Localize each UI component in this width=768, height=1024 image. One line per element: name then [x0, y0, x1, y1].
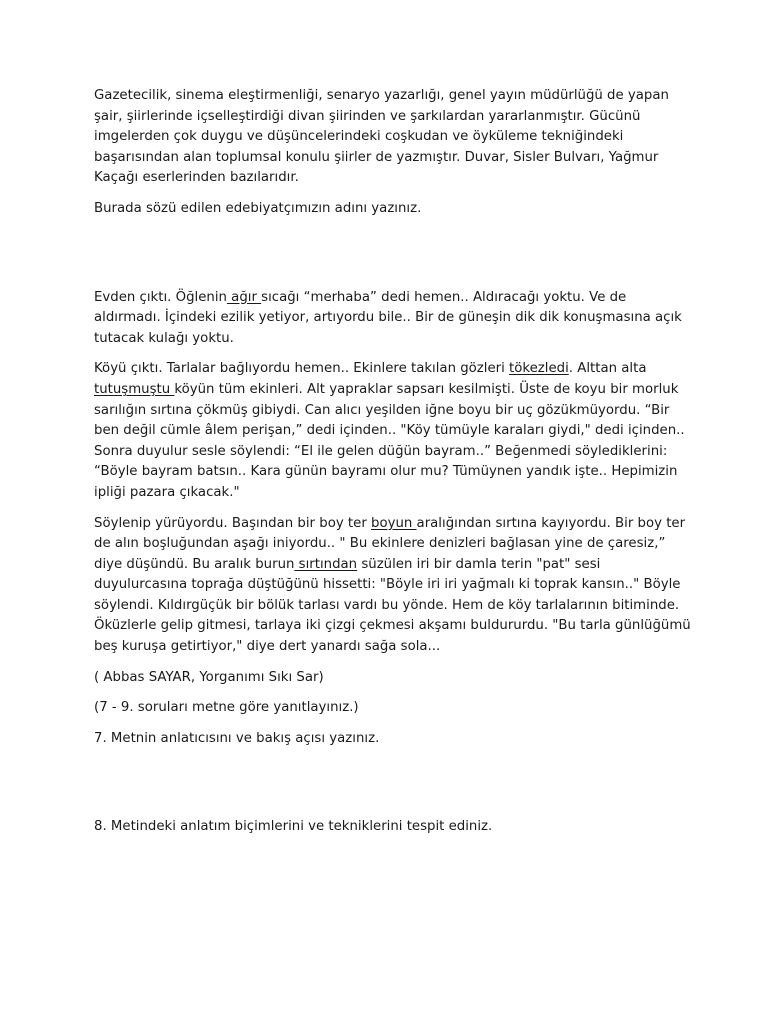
source-citation: ( Abbas SAYAR, Yorganımı Sıkı Sar)	[94, 669, 324, 685]
underlined-word: boyun	[371, 515, 417, 531]
document-page	[94, 86, 694, 848]
underlined-word: tökezledi	[509, 361, 569, 377]
story-paragraph-1: Evden çıktı. Öğlenin ağır sıcağı “merhaba” dedi hemen.. Aldıracağı yoktu. Ve de aldırmadı. İçindeki ezilik yetiyor, artıyordu bile.. Bir de güneşin dik dik konuşmasına açık tutacak kulağı yoktu.	[94, 289, 682, 346]
passage-1: Gazetecilik, sinema eleştirmenliği, senaryo yazarlığı, genel yayın müdürlüğü de yapan şair, şiirlerinde içselleştirdiği divan şiirinden ve şarkılardan yararlanmıştır. Gücünü imgelerden çok duygu ve düşüncelerindeki coşkudan ve öyküleme tekniğindeki başarısından alan toplumsal konulu şiirler de yazmıştır. Duvar, Sisler Bulvarı, Yağmur Kaçağı eserlerinden bazılarıdır.	[94, 88, 669, 186]
underlined-word: tutuşmuştu	[94, 381, 175, 397]
question-7: 7. Metnin anlatıcısını ve bakış açısı yazınız.	[94, 730, 380, 746]
story-paragraph-2: Köyü çıktı. Tarlalar bağlıyordu hemen.. Ekinlere takılan gözleri tökezledi. Alttan alta tutuşmuştu köyün tüm ekinleri. Alt yapraklar sapsarı kesilmişti. Üste de koyu bir morluk sarılığın sırtına çökmüş gibiydi. Can alıcı yeşilden iğne boyu bir uç gözükmüyordu. “Bir ben değil cümle âlem perişan,” dedi içinden.. "Köy tümüyle karaları giydi," dedi içinden.. Sonra duyulur sesle söylendi: “El ile gelen düğün bayram..” Beğenmedi söylediklerini: “Böyle bayram batsın.. Kara günün bayramı olur mu? Tümüynen yandık işte.. Hepimizin ipliği pazara çıkacak."	[94, 361, 685, 500]
answer-space-7	[94, 759, 694, 817]
underlined-word: sırtından	[294, 556, 358, 572]
question-8: 8. Metindeki anlatım biçimlerini ve tekniklerini tespit ediniz.	[94, 819, 493, 835]
answer-space-1	[94, 230, 694, 288]
instruction: (7 - 9. soruları metne göre yanıtlayınız.)	[94, 700, 359, 716]
story-paragraph-3: Söylenip yürüyordu. Başından bir boy ter boyun aralığından sırtına kayıyordu. Bir boy ter de alın boşluğundan aşağı iniyordu.. " Bu ekinlere denizleri bağlasan yine de çaresiz,” diye düşündü. Bu aralık burun sırtından süzülen iri bir damla terin "pat" sesi duyulurcasına toprağa düştüğünü hissetti: "Böyle iri iri yağmalı ki toprak kansın.." Böyle söylendi. Kıldırgüçük bir bölük tarlası vardı bu yönde. Hem de köy tarlalarının bitiminde. Öküzlerle gelip gitmesi, tarlaya iki çizgi çekmesi akşamı buldururdu. "Bu tarla günlüğümü beş kuruşa getirtiyor," diye dert yanardı sağa sola...	[94, 515, 691, 655]
question-1: Burada sözü edilen edebiyatçımızın adını yazınız.	[94, 200, 422, 216]
underlined-word: ağır	[226, 289, 262, 305]
